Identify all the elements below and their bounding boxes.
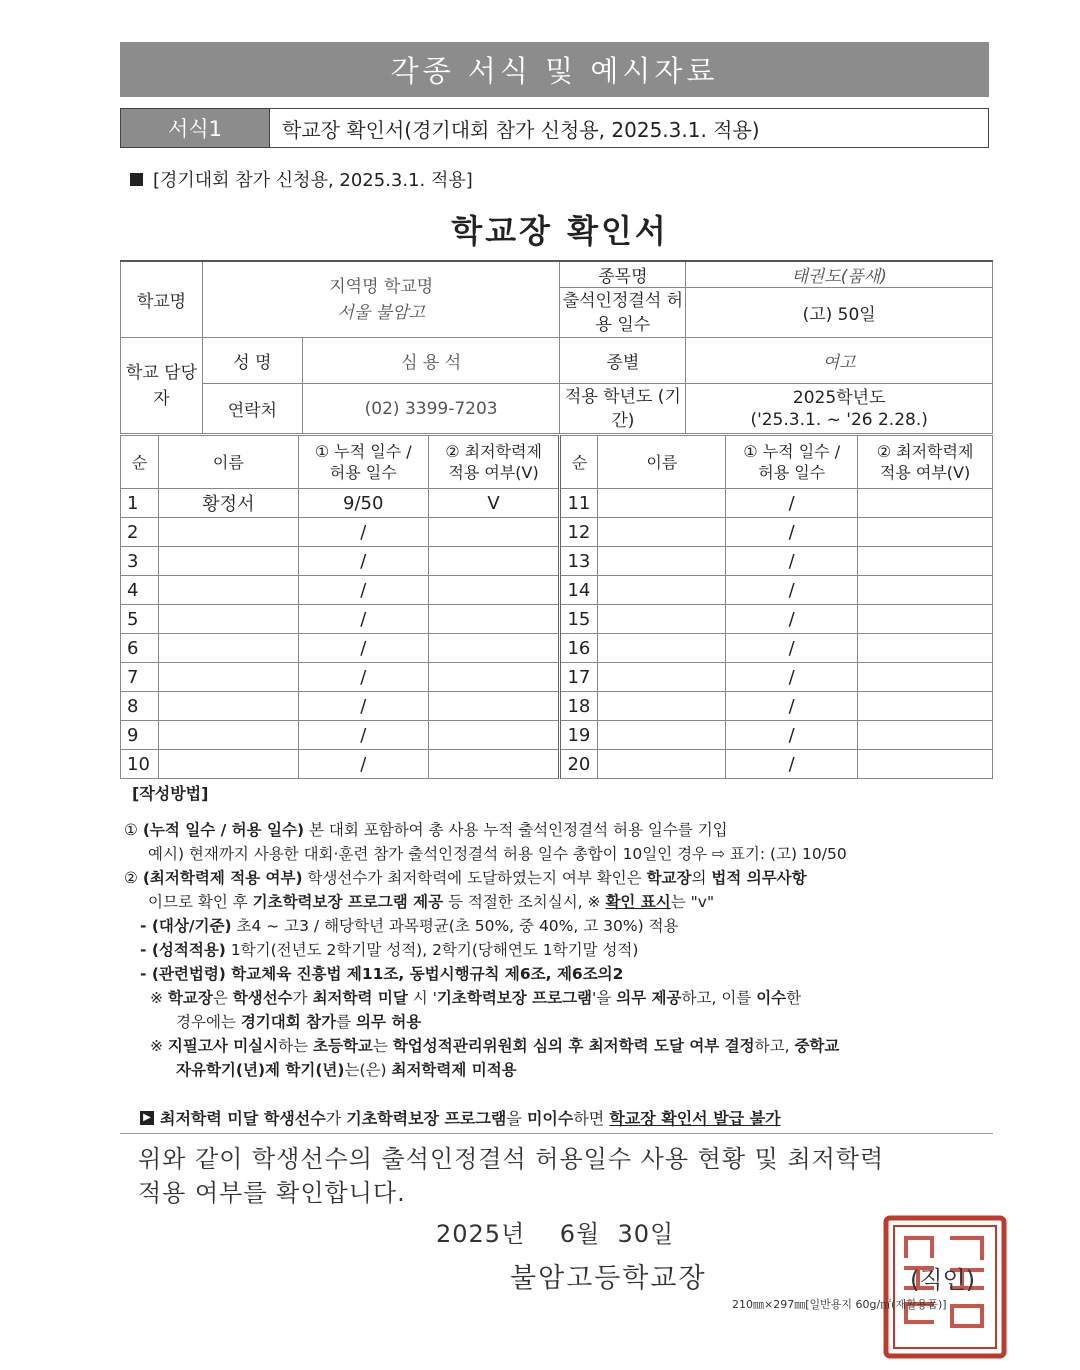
cell-no: 7: [121, 663, 159, 692]
cell-no: 14: [560, 576, 598, 605]
instruction-line: 예시) 현재까지 사용한 대회·훈련 참가 출석인정결석 허용 일수 총합이 10일인 경우 ⇨ 표기: (고) 10/50: [148, 845, 847, 863]
cell-name: [598, 692, 726, 721]
cell-name: [598, 489, 726, 518]
cell-check: [858, 518, 993, 547]
cell-check: [858, 576, 993, 605]
instruction-line: 자유학기(년)제 학기(년)는(은) 최저학력제 미적용: [176, 1061, 517, 1079]
cell-days: /: [298, 721, 428, 750]
document-title: 학교장 확인서: [451, 212, 669, 250]
instruction-line: - (대상/기준) 초4 ~ 고3 / 해당학년 과목평균(초 50%, 중 40%, 고 30%) 적용: [140, 917, 679, 935]
cell-days: /: [298, 576, 428, 605]
cell-check: [858, 489, 993, 518]
form-title: 학교장 확인서(경기대회 참가 신청용, 2025.3.1. 적용): [269, 109, 988, 147]
cell-days: /: [726, 634, 858, 663]
issue-date: 2025년 6월 30일: [436, 1220, 675, 1248]
cell-no: 6: [121, 634, 159, 663]
seal-label: (직인): [910, 1266, 976, 1294]
school-caption: 지역명 학교명: [329, 276, 434, 297]
cell-check: [428, 750, 560, 779]
year-period: ('25.3.1. ~ '26 2.28.): [750, 409, 928, 430]
cell-name: [158, 663, 298, 692]
name-value: 심 용 석: [302, 338, 560, 384]
roster-table: [120, 435, 993, 779]
event-value: 태권도(품새): [686, 261, 993, 288]
instruction-line: ※ 학교장은 학생선수가 최저학력 미달 시 '기초학력보장 프로그램'을 의무 제공하고, 이를 이수한: [150, 989, 802, 1007]
cell-name: [598, 547, 726, 576]
arrow-box-icon: ▶: [140, 1111, 154, 1125]
cell-days: /: [298, 663, 428, 692]
cell-days: /: [726, 576, 858, 605]
notice-text: 최저학력 미달 학생선수가 기초학력보장 프로그램을 미이수하면 학교장 확인서 발급 불가: [160, 1109, 781, 1128]
notice: [140, 1106, 781, 1129]
cell-days: /: [298, 750, 428, 779]
cell-check: [428, 605, 560, 634]
instructions: [120, 782, 995, 1082]
cell-no: 12: [560, 518, 598, 547]
subhead: [130, 166, 473, 192]
cell-no: 11: [560, 489, 598, 518]
confirmation-text: 위와 같이 학생선수의 출석인정결석 허용일수 사용 현황 및 최저학력 적용 여부를 확인합니다.: [138, 1145, 885, 1207]
instruction-line: - (관련법령) 학교체육 진흥법 제11조, 동법시행규칙 제6조, 제6조의2: [140, 965, 624, 983]
form-title-row: [120, 108, 989, 148]
event-label: 종목명: [560, 261, 686, 288]
cell-check: [428, 576, 560, 605]
table-row: [121, 547, 993, 576]
cell-days: /: [298, 634, 428, 663]
contact-value: (02) 3399-7203: [302, 384, 560, 434]
cell-no: 9: [121, 721, 159, 750]
cell-days: /: [726, 605, 858, 634]
table-row: [121, 750, 993, 779]
cell-no: 13: [560, 547, 598, 576]
form-tag: 서식1: [121, 109, 269, 147]
instructions-head: [작성방법]: [132, 784, 209, 803]
cell-no: 17: [560, 663, 598, 692]
cell-name: [598, 576, 726, 605]
manager-label: 학교 담당자: [121, 338, 203, 434]
absence-label: 출석인정결석 허용 일수: [560, 288, 686, 338]
subhead-text: [경기대회 참가 신청용, 2025.3.1. 적용]: [153, 170, 473, 191]
cell-name: 황정서: [158, 489, 298, 518]
table-row: [121, 692, 993, 721]
cell-name: [598, 518, 726, 547]
cell-no: 20: [560, 750, 598, 779]
cell-no: 4: [121, 576, 159, 605]
instruction-line: ※ 지필고사 미실시하는 초등학교는 학업성적관리위원회 심의 후 최저학력 도달 여부 결정하고, 중학교: [150, 1037, 840, 1055]
col-no: 순: [121, 436, 159, 489]
cell-days: /: [726, 547, 858, 576]
year-cell: [686, 384, 993, 434]
table-row: [121, 576, 993, 605]
cell-no: 1: [121, 489, 159, 518]
cell-check: [428, 518, 560, 547]
cell-days: /: [726, 750, 858, 779]
cell-name: [158, 605, 298, 634]
school-value: 서울 불암고: [337, 302, 425, 323]
gender-value: 여고: [686, 338, 993, 384]
cell-no: 8: [121, 692, 159, 721]
cell-days: /: [298, 605, 428, 634]
col-name: 이름: [158, 436, 298, 489]
col-days: ① 누적 일수 / 허용 일수: [298, 436, 428, 489]
contact-label: 연락처: [202, 384, 302, 434]
cell-no: 15: [560, 605, 598, 634]
cell-check: [858, 547, 993, 576]
paper-spec: 210㎜×297㎜[일반용지 60g/㎡(재활용품)]: [732, 1298, 947, 1311]
square-bullet-icon: [130, 173, 143, 186]
instruction-line: ① (누적 일수 / 허용 일수) 본 대회 포함하여 총 사용 누적 출석인정결석 허용 일수를 기입: [124, 821, 728, 839]
cell-name: [158, 721, 298, 750]
col-min: ② 최저학력제 적용 여부(V): [428, 436, 560, 489]
cell-check: [858, 692, 993, 721]
cell-name: [598, 750, 726, 779]
absence-value: (고) 50일: [686, 288, 993, 338]
year-label: 적용 학년도 (기간): [560, 384, 686, 434]
cell-check: [858, 605, 993, 634]
cell-days: /: [726, 518, 858, 547]
cell-name: [598, 605, 726, 634]
signer: 불암고등학교장: [510, 1263, 707, 1294]
cell-name: [158, 750, 298, 779]
cell-no: 2: [121, 518, 159, 547]
table-row: [121, 663, 993, 692]
col-no: 순: [560, 436, 598, 489]
banner: 각종 서식 및 예시자료: [120, 42, 989, 97]
cell-days: /: [298, 692, 428, 721]
instruction-line: - (성적적용) 1학기(전년도 2학기말 성적), 2학기(당해연도 1학기말 성적): [140, 941, 639, 959]
cell-name: [598, 721, 726, 750]
table-row: [121, 605, 993, 634]
cell-check: [858, 663, 993, 692]
instruction-line: 경우에는 경기대회 참가를 의무 허용: [176, 1013, 422, 1031]
cell-name: [158, 518, 298, 547]
info-table: [120, 260, 993, 434]
cell-check: [428, 721, 560, 750]
table-row: [121, 721, 993, 750]
cell-name: [158, 634, 298, 663]
cell-days: /: [726, 489, 858, 518]
cell-days: /: [298, 518, 428, 547]
table-row: [121, 518, 993, 547]
col-name: 이름: [598, 436, 726, 489]
col-days: ① 누적 일수 / 허용 일수: [726, 436, 858, 489]
cell-days: /: [726, 692, 858, 721]
cell-days: /: [298, 547, 428, 576]
cell-check: [858, 750, 993, 779]
gender-label: 종별: [560, 338, 686, 384]
cell-name: [598, 634, 726, 663]
cell-name: [598, 663, 726, 692]
instruction-line: 이므로 확인 후 기초학력보장 프로그램 제공 등 적절한 조치실시, ※ 확인 표시는 "v": [148, 893, 715, 911]
cell-check: [428, 663, 560, 692]
cell-no: 5: [121, 605, 159, 634]
cell-check: [428, 634, 560, 663]
col-min: ② 최저학력제 적용 여부(V): [858, 436, 993, 489]
cell-no: 19: [560, 721, 598, 750]
cell-no: 18: [560, 692, 598, 721]
cell-check: [428, 547, 560, 576]
cell-no: 16: [560, 634, 598, 663]
table-row: [121, 634, 993, 663]
cell-name: [158, 547, 298, 576]
cell-no: 10: [121, 750, 159, 779]
cell-check: [858, 634, 993, 663]
cell-check: V: [428, 489, 560, 518]
cell-days: /: [726, 721, 858, 750]
cell-days: 9/50: [298, 489, 428, 518]
year-value: 2025학년도: [792, 387, 886, 408]
school-cell: [202, 261, 560, 338]
cell-no: 3: [121, 547, 159, 576]
divider: [120, 1133, 993, 1134]
cell-days: /: [726, 663, 858, 692]
cell-name: [158, 692, 298, 721]
school-label: 학교명: [121, 261, 203, 338]
instruction-line: ② (최저학력제 적용 여부) 학생선수가 최저학력에 도달하였는지 여부 확인은 학교장의 법적 의무사항: [124, 869, 807, 887]
cell-name: [158, 576, 298, 605]
cell-check: [858, 721, 993, 750]
cell-check: [428, 692, 560, 721]
table-row: [121, 489, 993, 518]
name-label: 성 명: [202, 338, 302, 384]
